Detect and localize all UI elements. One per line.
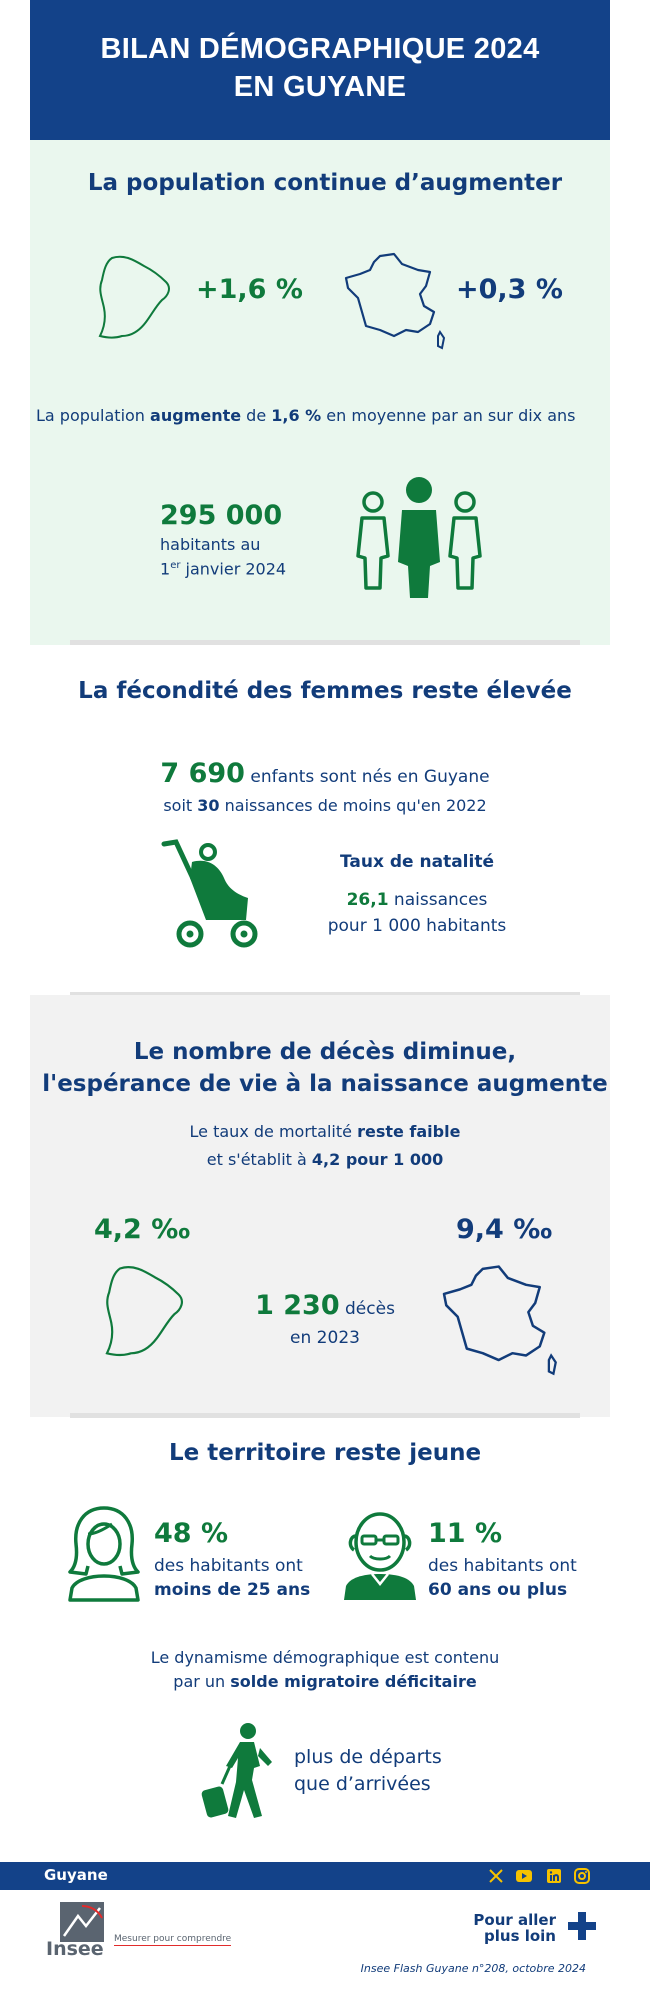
migration-line1: Le dynamisme démographique est contenu xyxy=(150,1648,500,1667)
insee-logo-icon xyxy=(60,1902,104,1942)
departures-line2: que d’arrivées xyxy=(294,1773,431,1795)
header-title-line1: BILAN DÉMOGRAPHIQUE 2024 xyxy=(100,33,540,65)
births-line2-post: naissances de moins qu'en 2022 xyxy=(219,796,487,815)
guyane-growth-value: +1,6 % xyxy=(196,274,303,305)
deaths-count: 1 230 xyxy=(255,1290,340,1321)
old-text-line1: des habitants ont xyxy=(428,1556,577,1576)
guyane-map-icon xyxy=(100,1262,190,1362)
mortality-rate-text: 4,2 pour 1 000 xyxy=(311,1150,444,1169)
birth-rate-unit: naissances xyxy=(388,890,488,910)
births-line2-pre: soit xyxy=(163,796,198,815)
date-rest: janvier 2024 xyxy=(180,559,287,579)
departures-text xyxy=(294,1744,442,1798)
more-info-link[interactable] xyxy=(466,1912,556,1944)
population-sentence xyxy=(36,406,616,425)
fertility-title: La fécondité des femmes reste élevée xyxy=(78,678,572,704)
header-banner xyxy=(30,0,610,140)
young-text-line2: moins de 25 ans xyxy=(154,1580,311,1600)
instagram-icon[interactable] xyxy=(574,1868,590,1884)
youtube-icon[interactable] xyxy=(516,1868,532,1884)
departures-line1: plus de départs xyxy=(294,1746,442,1768)
mortality-text-line1 xyxy=(0,1122,650,1141)
more-info-line1: Pour aller xyxy=(473,1911,556,1929)
header-title-line2: EN GUYANE xyxy=(233,71,407,103)
sentence-bold-rate: 1,6 % xyxy=(271,406,322,425)
sentence-bold-augmente: augmente xyxy=(150,406,242,425)
old-text-line2: 60 ans ou plus xyxy=(428,1580,568,1600)
france-growth-value: +0,3 % xyxy=(456,274,563,305)
date-sup: er xyxy=(170,560,181,571)
footer-bar xyxy=(0,1862,650,1890)
france-mortality-rate: 9,4 ‰ xyxy=(456,1214,553,1245)
old-text xyxy=(428,1554,577,1602)
young-text-line1: des habitants ont xyxy=(154,1556,303,1576)
deaths-year: en 2023 xyxy=(290,1328,360,1348)
section-divider xyxy=(70,640,580,645)
population-title: La population continue d’augmenter xyxy=(87,170,563,196)
deaths-line1 xyxy=(230,1290,420,1321)
old-pct: 11 % xyxy=(428,1518,503,1549)
births-line2 xyxy=(0,796,650,815)
guyane-mortality-rate: 4,2 ‰ xyxy=(94,1214,191,1245)
young-pct: 48 % xyxy=(154,1518,229,1549)
insee-tagline: Mesurer pour comprendre xyxy=(114,1934,232,1944)
more-info-line2: plus loin xyxy=(484,1927,556,1945)
birth-rate-line1 xyxy=(312,890,522,910)
population-label xyxy=(160,534,286,579)
migration-line2 xyxy=(0,1672,650,1691)
migration-line2-pre: par un xyxy=(173,1672,231,1691)
sentence-part: La population xyxy=(36,406,151,425)
source-citation: Insee Flash Guyane n°208, octobre 2024 xyxy=(360,1962,586,1975)
births-label: enfants sont nés en Guyane xyxy=(244,767,490,787)
date-day: 1 xyxy=(160,559,171,579)
mortality-text1-pre: Le taux de mortalité xyxy=(189,1122,358,1141)
population-label-line2 xyxy=(160,555,286,579)
mortality-title-line1: Le nombre de décès diminue, xyxy=(133,1039,517,1065)
mortality-text-line2 xyxy=(0,1150,650,1169)
people-icon xyxy=(354,474,484,602)
migration-balance: solde migratoire déficitaire xyxy=(230,1672,477,1691)
population-section xyxy=(30,140,610,645)
sentence-part: de xyxy=(241,406,272,425)
footer-region: Guyane xyxy=(44,1866,108,1884)
guyane-map-icon xyxy=(94,252,176,344)
young-person-icon xyxy=(66,1504,142,1602)
insee-wordmark: Insee xyxy=(46,1938,104,1960)
population-count: 295 000 xyxy=(160,500,283,531)
mortality-title-line2: l'espérance de vie à la naissance augmente xyxy=(42,1071,608,1097)
section-divider xyxy=(70,1413,580,1418)
youth-title: Le territoire reste jeune xyxy=(168,1440,482,1466)
births-count: 7 690 xyxy=(160,758,245,789)
young-text xyxy=(154,1554,310,1602)
sentence-part: en moyenne par an sur dix ans xyxy=(321,406,576,425)
birth-rate-value: 26,1 xyxy=(346,890,389,910)
birth-rate-line2: pour 1 000 habitants xyxy=(327,916,507,936)
deaths-label: décès xyxy=(339,1299,395,1319)
france-map-icon xyxy=(440,1262,562,1376)
x-twitter-icon[interactable] xyxy=(488,1868,504,1884)
mortality-title xyxy=(0,1036,650,1100)
linkedin-icon[interactable] xyxy=(546,1868,562,1884)
mortality-text1-bold: reste faible xyxy=(357,1122,461,1141)
traveler-icon xyxy=(200,1722,280,1822)
births-diff: 30 xyxy=(197,796,220,815)
france-map-icon xyxy=(344,250,448,350)
stroller-icon xyxy=(156,838,266,950)
elderly-person-icon xyxy=(342,1506,418,1602)
births-line1 xyxy=(0,758,650,789)
mortality-text2-pre: et s'établit à xyxy=(206,1150,312,1169)
birth-rate-title: Taux de natalité xyxy=(340,852,494,872)
population-label-line1: habitants au xyxy=(160,535,261,554)
plus-icon[interactable] xyxy=(566,1910,598,1942)
